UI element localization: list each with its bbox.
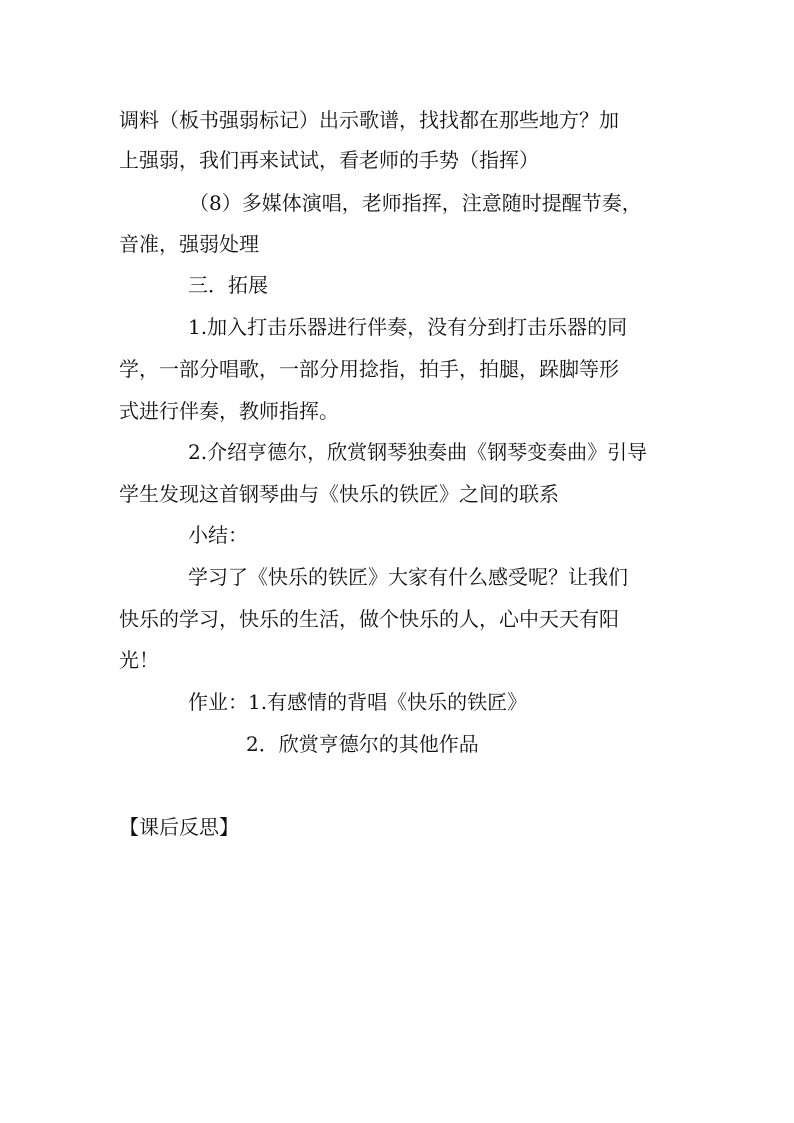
paragraph-line: 1.加入打击乐器进行伴奏，没有分到打击乐器的同 (188, 315, 628, 339)
section-heading: 三．拓展 (188, 273, 268, 297)
paragraph-line: 学习了《快乐的铁匠》大家有什么感受呢？让我们 (188, 565, 628, 589)
paragraph-line: 音准，强弱处理 (119, 232, 259, 256)
paragraph-line: 2.介绍亨德尔，欣赏钢琴独奏曲《钢琴变奏曲》引导 (188, 440, 648, 464)
reflection-heading: 【课后反思】 (119, 815, 239, 839)
paragraph-line: （8）多媒体演唱，老师指挥，注意随时提醒节奏， (189, 191, 642, 215)
paragraph-line: 式进行伴奏，教师指挥。 (119, 399, 339, 423)
homework-line: 2．欣赏亨德尔的其他作品 (246, 732, 479, 756)
paragraph-line: 光！ (119, 648, 159, 672)
homework-line: 作业：1.有感情的背唱《快乐的铁匠》 (188, 690, 528, 714)
paragraph-line: 学生发现这首钢琴曲与《快乐的铁匠》之间的联系 (119, 482, 559, 506)
paragraph-line: 上强弱，我们再来试试，看老师的手势（指挥） (119, 148, 539, 172)
paragraph-line: 调料（板书强弱标记）出示歌谱，找找都在那些地方？加 (119, 108, 619, 132)
paragraph-line: 快乐的学习，快乐的生活，做个快乐的人，心中天天有阳 (119, 607, 619, 631)
paragraph-line: 学，一部分唱歌，一部分用捻指，拍手，拍腿，跺脚等形 (119, 357, 619, 381)
summary-label: 小结： (188, 523, 248, 547)
